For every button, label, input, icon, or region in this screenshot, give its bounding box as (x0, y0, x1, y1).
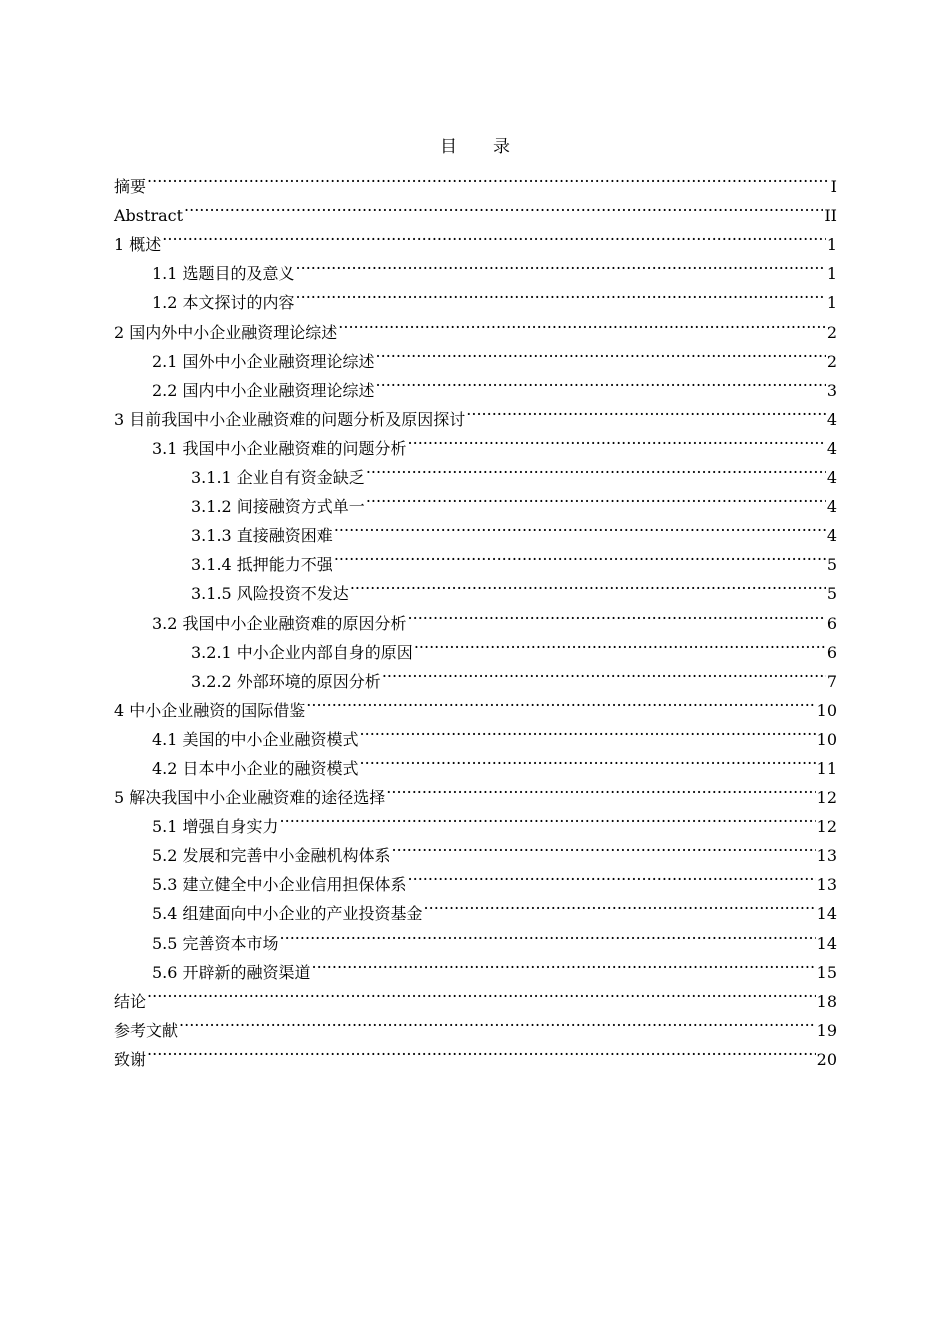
toc-entry-page-number: 4 (826, 497, 837, 517)
toc-dot-leader (312, 949, 816, 978)
toc-dot-leader (280, 919, 816, 948)
toc-entry-label: 3.1.5 风险投资不发达 (191, 584, 349, 604)
toc-entry-label: 5.2 发展和完善中小金融机构体系 (152, 846, 391, 866)
toc-entry-label: 2 国内外中小企业融资理论综述 (114, 322, 338, 342)
toc-entry-page-number: 4 (826, 409, 837, 429)
toc-dot-leader (360, 745, 816, 774)
toc-entry-label: 3 目前我国中小企业融资难的问题分析及原因探讨 (114, 409, 466, 429)
toc-entry-page-number: 10 (816, 729, 837, 749)
toc-dot-leader (366, 454, 826, 483)
toc-entry-page-number: 7 (826, 671, 837, 691)
toc-entry-label: 3.2 我国中小企业融资难的原因分析 (152, 613, 407, 633)
toc-dot-leader (147, 163, 830, 192)
toc-entry-label: 1 概述 (114, 235, 162, 255)
toc-dot-leader (382, 658, 826, 687)
toc-entry-page-number: 11 (816, 758, 837, 778)
toc-dot-leader (414, 629, 826, 658)
toc-entry-label: 2.1 国外中小企业融资理论综述 (152, 351, 375, 371)
toc-entry-label: 3.1.2 间接融资方式单一 (191, 497, 365, 517)
toc-dot-leader (184, 192, 823, 221)
toc-dot-leader (360, 716, 816, 745)
toc-dot-leader (408, 425, 826, 454)
toc-entry-label: 5.3 建立健全中小企业信用担保体系 (152, 875, 407, 895)
toc-entry-page-number: 12 (816, 817, 837, 837)
toc-entry-label: 3.2.2 外部环境的原因分析 (191, 671, 381, 691)
toc-dot-leader (280, 803, 816, 832)
toc-entry-page-number: 15 (816, 962, 837, 982)
toc-entry-page-number: 18 (816, 991, 837, 1011)
toc-dot-leader (334, 512, 826, 541)
toc-entry[interactable] (114, 163, 837, 197)
toc-entry-label: 5.6 开辟新的融资渠道 (152, 962, 311, 982)
toc-dot-leader (296, 279, 826, 308)
toc-dot-leader (306, 687, 815, 716)
toc-entry-page-number: 5 (826, 555, 837, 575)
toc-entry-label: 3.1 我国中小企业融资难的问题分析 (152, 438, 407, 458)
toc-entry-page-number: 10 (816, 700, 837, 720)
toc-entry[interactable] (114, 978, 837, 1011)
toc-entry-label: 4.1 美国的中小企业融资模式 (152, 729, 359, 749)
toc-entry-label: 4.2 日本中小企业的融资模式 (152, 758, 359, 778)
toc-dot-leader (179, 1007, 816, 1036)
toc-dot-leader (408, 599, 826, 628)
toc-entry-page-number: 1 (826, 293, 837, 313)
toc-dot-leader (386, 774, 815, 803)
toc-entry-page-number: 19 (816, 1020, 837, 1040)
toc-entry-page-number: 1 (826, 235, 837, 255)
toc-title: 目录 (440, 137, 546, 157)
toc-entry-page-number: 1 (826, 264, 837, 284)
toc-entry-label: 1.1 选题目的及意义 (152, 264, 295, 284)
toc-entry-label: 3.1.3 直接融资困难 (191, 526, 333, 546)
toc-entry[interactable] (114, 1036, 837, 1069)
toc-entry[interactable] (114, 221, 837, 255)
toc-entry-label: 3.1.1 企业自有资金缺乏 (191, 468, 365, 488)
toc-entry-page-number: 13 (816, 875, 837, 895)
toc-entry-label: 致谢 (114, 1049, 147, 1069)
toc-dot-leader (424, 890, 816, 919)
toc-entry-page-number: 2 (826, 351, 837, 371)
toc-entry-label: 3.2.1 中小企业内部自身的原因 (191, 642, 413, 662)
toc-entry-label: 5.1 增强自身实力 (152, 817, 279, 837)
toc-entry-page-number: 12 (816, 788, 837, 808)
toc-dot-leader (408, 861, 816, 890)
toc-entry-label: 1.2 本文探讨的内容 (152, 293, 295, 313)
toc-dot-leader (366, 483, 826, 512)
toc-entry-page-number: 13 (816, 846, 837, 866)
toc-entry-label: Abstract (114, 206, 184, 226)
toc-dot-leader (147, 978, 816, 1007)
toc-entry-page-number: 6 (826, 642, 837, 662)
toc-dot-leader (466, 396, 826, 425)
toc-entry-page-number: 4 (826, 468, 837, 488)
toc-dot-leader (162, 221, 826, 250)
toc-entry-page-number: 3 (826, 380, 837, 400)
toc-entry-label: 5.5 完善资本市场 (152, 933, 279, 953)
toc-dot-leader (296, 250, 826, 279)
toc-entry-page-number: 20 (816, 1049, 837, 1069)
toc-dot-leader (350, 570, 826, 599)
toc-dot-leader (376, 338, 826, 367)
toc-entry-label: 5 解决我国中小企业融资难的途径选择 (114, 788, 386, 808)
toc-entry-page-number: 14 (816, 933, 837, 953)
toc-entry-label: 结论 (114, 991, 147, 1011)
toc-entry-label: 4 中小企业融资的国际借鉴 (114, 700, 306, 720)
toc-entry-page-number: 2 (826, 322, 837, 342)
toc-dot-leader (376, 367, 826, 396)
toc-dot-leader (147, 1036, 816, 1065)
toc-entry-page-number: 5 (826, 584, 837, 604)
toc-entry-label: 3.1.4 抵押能力不强 (191, 555, 333, 575)
toc-entry-page-number: 4 (826, 526, 837, 546)
toc-entry-label: 5.4 组建面向中小企业的产业投资基金 (152, 904, 423, 924)
toc-dot-leader (334, 541, 826, 570)
toc-entry-page-number: 4 (826, 438, 837, 458)
toc-entry-page-number: I (830, 177, 837, 197)
toc-entry[interactable] (114, 1007, 837, 1040)
toc-entry-page-number: 6 (826, 613, 837, 633)
toc-entry-label: 2.2 国内中小企业融资理论综述 (152, 380, 375, 400)
toc-entry-label: 摘要 (114, 177, 147, 197)
toc-entry-page-number: II (824, 206, 837, 226)
toc-dot-leader (392, 832, 816, 861)
toc-entry-label: 参考文献 (114, 1020, 179, 1040)
toc-entry-page-number: 14 (816, 904, 837, 924)
toc-list (114, 163, 837, 1069)
toc-entry[interactable] (114, 250, 837, 284)
toc-dot-leader (338, 308, 826, 337)
toc-entry[interactable] (114, 192, 837, 226)
